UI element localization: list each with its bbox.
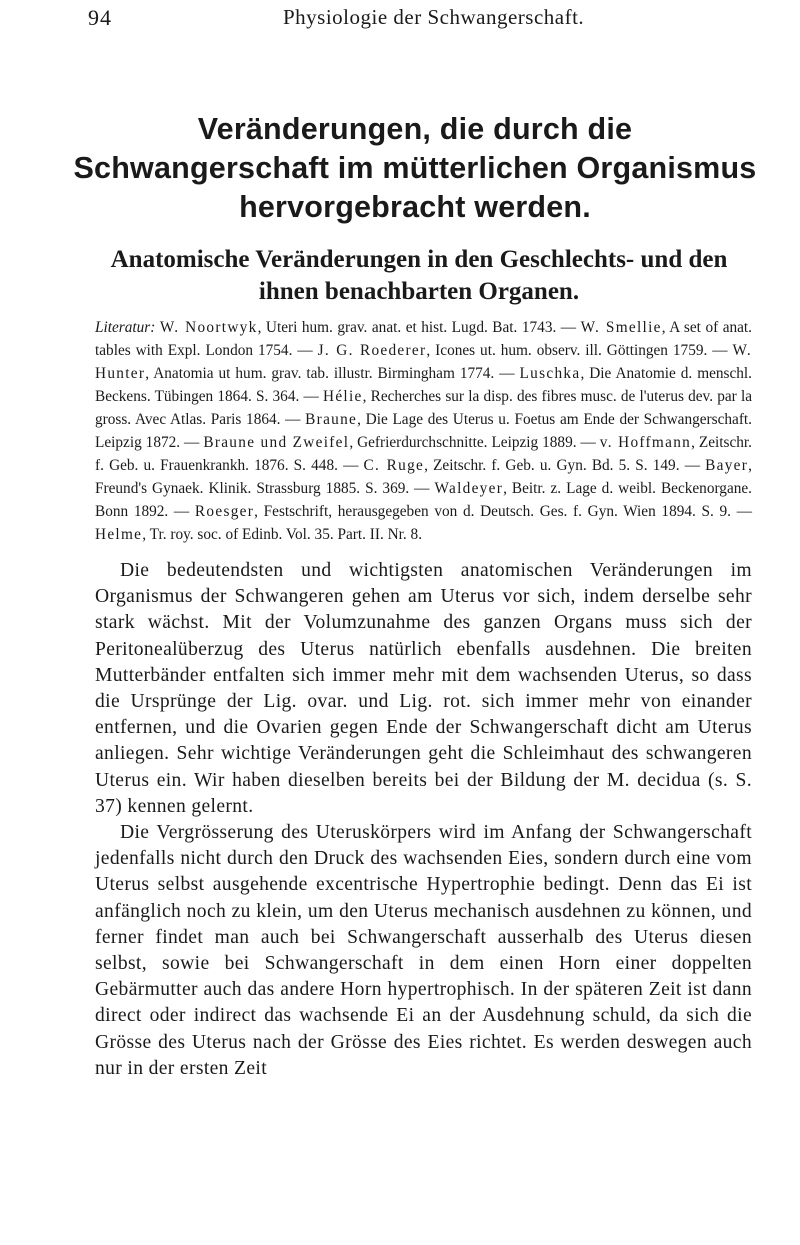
literature-citation: , Uteri hum. grav. anat. et hist. Lugd. Bat. 1743. — — [257, 319, 581, 336]
literature-author: C. Ruge — [363, 457, 425, 474]
section-title: Anatomische Veränderungen in den Geschlechts- und den ihnen benachbarten Organen. — [110, 246, 728, 305]
paragraph: Die Vergrösserung des Uteruskörpers wird im Anfang der Schwangerschaft jedenfalls nicht durch den Druck des wachsenden Eies, sondern durch eine vom Uterus selbst ausgehende excentrische Hypertrophie bedingt. Denn das Ei ist anfänglich noch zu klein, um den Uterus mechanisch ausdehnen zu können, und ferner findet man auch bei Schwangerschaft ausserhalb des Uterus diesen selbst, sowie bei Schwangerschaft in dem einen Horn einer doppelten Gebärmutter auch das andere Horn hypertrophisch. In der späteren Zeit ist dann direct oder indirect das wachsende Ei an der Ausdehnung schuld, da sich die Grösse des Uterus nach der Grösse des Eies richtet. Es werden deswegen auch nur in der ersten Zeit — [95, 822, 752, 1079]
literature-author: W. Noortwyk — [159, 319, 258, 336]
literature-citation: , Freund's Gynaek. Klinik. Strassburg 1885. S. 369. — — [95, 457, 752, 497]
literature-author: Bayer — [705, 457, 749, 474]
page-number: 94 — [88, 5, 112, 30]
literature-citation: , Tr. roy. soc. of Edinb. Vol. 35. Part. II. Nr. 8. — [142, 526, 423, 543]
paragraph: Die bedeutendsten und wichtigsten anatomischen Veränderungen im Organismus der Schwangeren gehen am Uterus vor sich, indem derselbe sehr stark wächst. Mit der Volumzunahme des ganzen Organs muss sich der Peritonealüberzug des Uterus natürlich ebenfalls ausdehnen. Die breiten Mutterbänder entfalten sich immer mehr mit dem wachsenden Uterus, so dass die Ursprünge der Lig. ovar. und Lig. rot. sich immer mehr von einander entfernen, und die Ovarien gegen Ende der Schwangerschaft dicht am Uterus anliegen. Sehr wichtige Veränderungen geht die Schleimhaut des schwangeren Uterus ein. Wir haben dieselben bereits bei der Bildung der M. decidua (s. S. 37) kennen gelernt. — [95, 560, 752, 817]
literature-author: W. Smellie — [580, 319, 662, 336]
literature-citation: , Die Anatomie d. menschl. Beckens. Tübingen 1864. S. 364. — — [95, 365, 753, 405]
literature-citation: , Icones ut. hum. observ. ill. Göttingen 1759. — — [426, 342, 733, 359]
literature-author: J. G. Roederer — [317, 342, 427, 359]
literature-citation: , Zeitschr. f. Geb. u. Frauenkrankh. 1876. S. 448. — — [95, 434, 752, 474]
literature-citation: , A set of anat. tables with Expl. London 1754. — — [95, 319, 752, 359]
literature-citation: , Festschrift, herausgegeben von d. Deutsch. Ges. f. Gyn. Wien 1894. S. 9. — — [254, 503, 752, 520]
literature-citation: , Gefrierdurchschnitte. Leipzig 1889. — — [349, 434, 600, 451]
literature-author: v. Hoffmann — [599, 434, 692, 451]
literature-citation: , Beitr. z. Lage d. weibl. Beckenorgane. Bonn 1892. — — [95, 480, 752, 520]
literature-label: Literatur: — [95, 319, 156, 336]
body-text — [95, 558, 752, 1082]
literature-author: Luschka — [519, 365, 581, 382]
literature-citation: , Anatomia ut hum. grav. tab. illustr. Birmingham 1774. — — [145, 365, 520, 382]
literature-author: Waldeyer — [434, 480, 504, 497]
literature-citation: , Zeitschr. f. Geb. u. Gyn. Bd. 5. S. 149. — — [424, 457, 706, 474]
running-head — [88, 5, 745, 35]
literature-author: Hélie — [322, 388, 363, 405]
running-title: Physiologie der Schwangerschaft. — [283, 5, 585, 29]
literature-author: Helme — [95, 526, 143, 543]
literature-entries — [95, 319, 752, 543]
literature-author: Braune und Zweifel — [203, 434, 350, 451]
chapter-title: Veränderungen, die durch die Schwangerschaft im mütterlichen Organismus hervorgebracht werden. — [73, 112, 757, 224]
literature-author: Roesger — [194, 503, 255, 520]
literature-citation: , Recherches sur la disp. des fibres musc. de l'uterus dev. par la gross. Avec Atlas. Paris 1864. — — [95, 388, 752, 428]
literature-references — [95, 316, 752, 546]
literature-author: Braune — [305, 411, 358, 428]
literature-citation: , Die Lage des Uterus u. Foetus am Ende der Schwangerschaft. Leipzig 1872. — — [95, 411, 752, 451]
literature-author: W. Hunter — [95, 342, 752, 382]
